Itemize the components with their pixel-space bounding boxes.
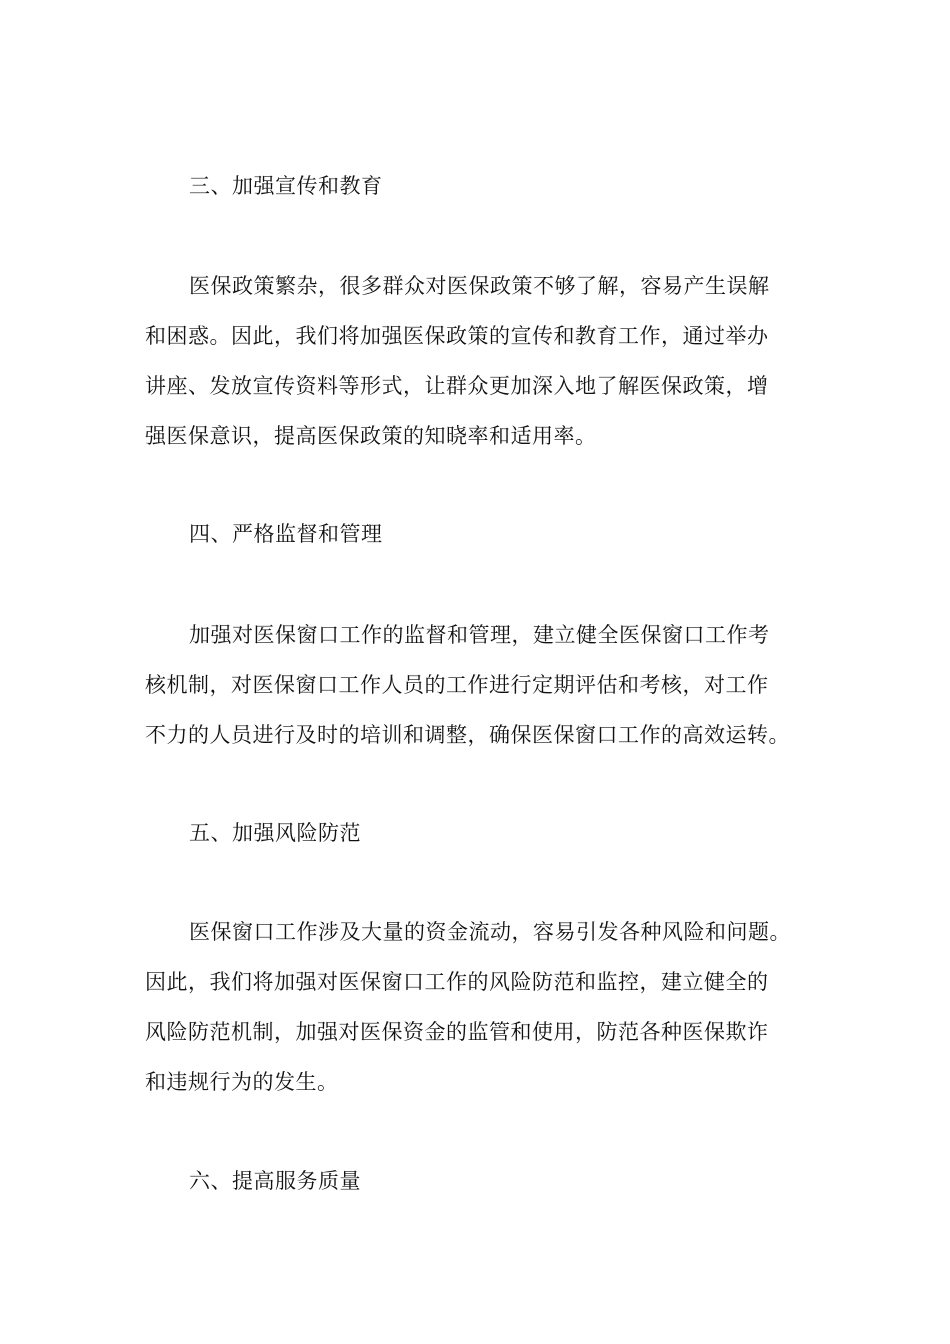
paragraph-line: 因此，我们将加强对医保窗口工作的风险防范和监控，建立健全的: [145, 970, 769, 994]
paragraph-line: 讲座、发放宣传资料等形式，让群众更加深入地了解医保政策，增: [145, 374, 769, 398]
paragraph-line: 强医保意识，提高医保政策的知晓率和适用率。: [145, 424, 597, 448]
paragraph-line: 医保政策繁杂，很多群众对医保政策不够了解，容易产生误解: [189, 274, 770, 298]
paragraph-line: 风险防范机制，加强对医保资金的监管和使用，防范各种医保欺诈: [145, 1020, 769, 1044]
paragraph-line: 和违规行为的发生。: [145, 1070, 339, 1094]
paragraph-line: 和困惑。因此，我们将加强医保政策的宣传和教育工作，通过举办: [145, 324, 769, 348]
section-heading-5: 五、加强风险防范: [189, 821, 361, 845]
paragraph-line: 不力的人员进行及时的培训和调整，确保医保窗口工作的高效运转。: [145, 723, 790, 747]
paragraph-line: 医保窗口工作涉及大量的资金流动，容易引发各种风险和问题。: [189, 920, 791, 944]
paragraph-line: 加强对医保窗口工作的监督和管理，建立健全医保窗口工作考: [189, 623, 770, 647]
section-heading-3: 三、加强宣传和教育: [189, 174, 383, 198]
section-heading-4: 四、严格监督和管理: [189, 522, 383, 546]
section-heading-6: 六、提高服务质量: [189, 1169, 361, 1193]
paragraph-line: 核机制，对医保窗口工作人员的工作进行定期评估和考核，对工作: [145, 673, 769, 697]
